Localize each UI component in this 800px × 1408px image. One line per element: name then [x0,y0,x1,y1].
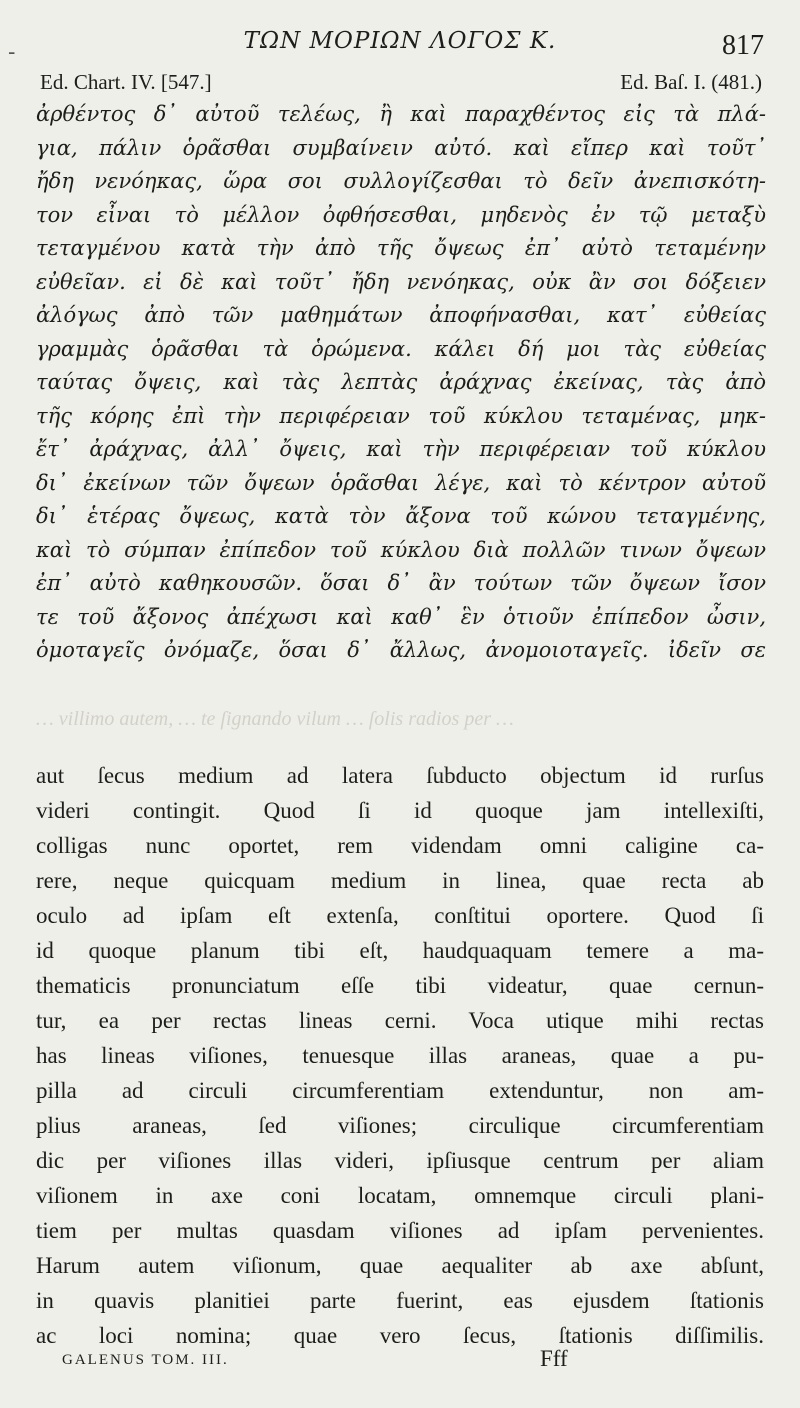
greek-text-line: δι᾿ ἐκείνων τῶν ὄψεων ὁρᾶσθαι λέγε, καὶ τὸ κέντρον αὐτοῦ [36,470,766,495]
greek-text-line: καὶ τὸ σύμπαν ἐπίπεδον τοῦ κύκλου διὰ πολλῶν τινων ὄψεων [36,537,766,562]
latin-text-line: tur, ea per rectas lineas cerni. Voca utique mihi rectas [36,1008,764,1033]
edition-basel: Ed. Baſ. I. (481.) [620,70,762,94]
greek-text-line: τῆς κόρης ἐπὶ τὴν περιφέρειαν τοῦ κύκλου τεταμένας, μηκ- [36,403,766,428]
latin-text-line: in quavis planitiei parte fuerint, eas ejusdem ſtationis [36,1288,764,1313]
running-head: ΤΩΝ ΜΟΡΙΩΝ ΛΟΓΟΣ Κ. [243,28,557,54]
bleed-through-text: … villimo autem, … te ſignando vilum … ſolis radios per … [36,708,514,730]
latin-text-line: aut ſecus medium ad latera ſubducto objectum id rurſus [36,763,764,788]
latin-text-line: pilla ad circuli circumferentiam extenduntur, non am- [36,1078,764,1103]
page-number: 817 [722,30,764,61]
greek-text-line: εὐθεῖαν. εἰ δὲ καὶ τοῦτ᾿ ἤδη νενόηκας, οὐκ ἂν σοι δόξειεν [36,269,766,294]
greek-text-line: ἔτ᾿ ἀράχνας, ἀλλ᾿ ὄψεις, καὶ τὴν περιφέρειαν τοῦ κύκλου [36,437,766,461]
greek-text-line: για, πάλιν ὁρᾶσθαι συμβαίνειν αὐτό. καὶ εἴπερ καὶ τοῦτ᾿ [36,135,766,160]
edition-chart: Ed. Chart. IV. [547.] [40,70,212,94]
latin-text-line: plius araneas, ſed viſiones; circulique circumferentiam [36,1113,764,1138]
greek-text-line: τον εἶναι τὸ μέλλον ὀφθήσεσθαι, μηδενὸς ἐν τῷ μεταξὺ [36,202,766,227]
greek-text-line: γραμμὰς ὁρᾶσθαι τὰ ὁρώμενα. κάλει δή μοι τὰς εὐθείας [36,336,766,361]
latin-text-line: videri contingit. Quod ſi id quoque jam intellexiſti, [36,798,764,823]
latin-text-block [36,758,764,1353]
latin-text-line: thematicis pronunciatum eſſe tibi videatur, quae cernun- [36,973,764,998]
greek-text-line: τεταγμένου κατὰ τὴν ἀπὸ τῆς ὄψεως ἐπ᾿ αὐτὸ τεταμένην [36,236,766,260]
latin-text-line: viſionem in axe coni locatam, omnemque circuli plani- [36,1183,764,1208]
latin-text-line: has lineas viſiones, tenuesque illas araneas, quae a pu- [36,1043,764,1068]
latin-text-line: Harum autem viſionum, quae aequaliter ab axe abſunt, [36,1253,764,1278]
volume-footer: GALENUS TOM. III. [62,1352,229,1368]
latin-text-line: oculo ad ipſam eſt extenſa, conſtitui oportere. Quod ſi [36,903,764,928]
latin-text-line: colligas nunc oportet, rem videndam omni caligine ca- [36,833,764,858]
latin-text-line: ac loci nomina; quae vero ſecus, ſtationis diſſimilis. [36,1323,764,1348]
greek-text-line: ταύτας ὄψεις, καὶ τὰς λεπτὰς ἀράχνας ἐκείνας, τὰς ἀπὸ [36,370,766,394]
greek-text-line: ἀρθέντος δ᾿ αὐτοῦ τελέως, ἢ καὶ παραχθέντος εἰς τὰ πλά- [36,102,766,126]
greek-text-line: δι᾿ ἑτέρας ὄψεως, κατὰ τὸν ἄξονα τοῦ κώνου τεταγμένης, [36,504,766,528]
greek-text-line: ὁμοταγεῖς ὀνόμαζε, ὅσαι δ᾿ ἄλλως, ἀνομοιοταγεῖς. ἰδεῖν σε [36,638,766,662]
greek-text-line: τε τοῦ ἄξονος ἀπέχωσι καὶ καθ᾿ ἓν ὁτιοῦν ἐπίπεδον ὦσιν, [36,604,766,629]
latin-text-line: id quoque planum tibi eſt, haudquaquam temere a ma- [36,938,764,963]
latin-text-line: dic per viſiones illas videri, ipſiusque centrum per aliam [36,1148,764,1173]
greek-text-line: ἤδη νενόηκας, ὥρα σοι συλλογίζεσθαι τὸ δεῖν ἀνεπισκότη- [36,169,766,193]
signature-mark: Fff [540,1346,568,1371]
greek-text-line: ἀλόγως ἀπὸ τῶν μαθημάτων ἀποφήνασθαι, κατ᾿ εὐθείας [36,303,766,327]
margin-dash: - [8,40,16,65]
latin-text-line: rere, neque quicquam medium in linea, quae recta ab [36,868,764,893]
latin-text-line: tiem per multas quasdam viſiones ad ipſam pervenientes. [36,1218,764,1243]
greek-text-line: ἐπ᾿ αὐτὸ καθηκουσῶν. ὅσαι δ᾿ ἂν τούτων τῶν ὄψεων ἴσον [36,571,766,595]
greek-text-block [36,98,766,668]
